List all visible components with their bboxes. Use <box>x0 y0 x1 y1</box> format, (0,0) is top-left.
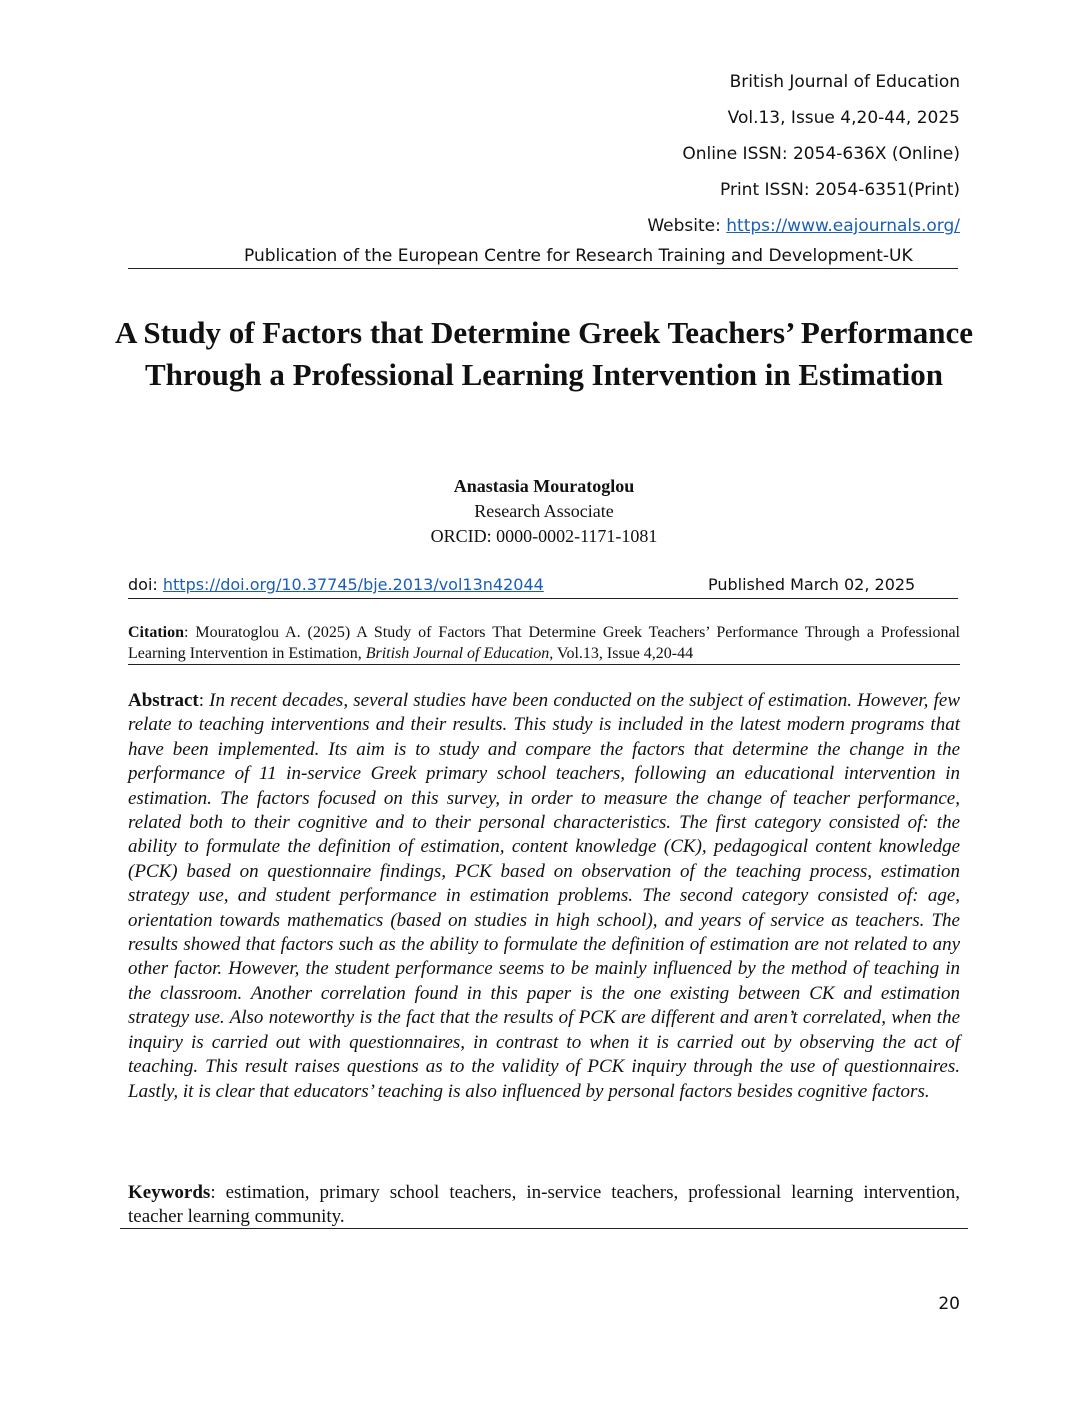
keywords-text: : estimation, primary school teachers, in-service teachers, professional learning intervention, teacher learning community. <box>128 1182 960 1227</box>
page-number: 20 <box>938 1294 960 1314</box>
doi-label-group <box>128 572 544 598</box>
citation-journal: British Journal of Education <box>365 645 550 662</box>
doi-row <box>128 572 958 599</box>
print-issn: Print ISSN: 2054-6351(Print) <box>720 180 960 200</box>
citation-label: Citation <box>128 624 184 641</box>
abstract-label: Abstract <box>128 690 199 711</box>
website-label: Website: <box>647 216 727 236</box>
website-link[interactable]: https://www.eajournals.org/ <box>726 216 960 236</box>
journal-volume: Vol.13, Issue 4,20-44, 2025 <box>727 108 960 128</box>
author-role: Research Associate <box>474 501 614 521</box>
abstract-separator: : <box>198 690 210 711</box>
doi-link[interactable]: https://doi.org/10.37745/bje.2013/vol13n42044 <box>162 575 544 594</box>
author-block <box>0 474 1088 549</box>
article-title: A Study of Factors that Determine Greek Teachers’ Performance Through a Professional Learning Intervention in Estimation <box>114 315 974 392</box>
citation-block <box>128 622 960 665</box>
keywords-block <box>128 1181 960 1229</box>
journal-name: British Journal of Education <box>729 72 960 92</box>
website-line <box>647 208 960 244</box>
online-issn: Online ISSN: 2054-636X (Online) <box>682 144 960 164</box>
citation-text-1: : Mouratoglou A. (2025) A Study of Factors That Determine Greek Teachers’ Performance Through a Professional Learning Intervention in Estimation, <box>128 624 960 662</box>
abstract-block <box>128 689 960 1104</box>
keywords-rule <box>120 1228 968 1229</box>
publication-line: Publication of the European Centre for Research Training and Development-UK <box>128 244 958 269</box>
journal-header <box>647 64 960 244</box>
published-date: Published March 02, 2025 <box>708 575 916 594</box>
author-name: Anastasia Mouratoglou <box>453 476 635 496</box>
doi-separator: : <box>152 575 163 594</box>
author-orcid: ORCID: 0000-0002-1171-1081 <box>430 526 658 546</box>
abstract-text: In recent decades, several studies have been conducted on the subject of estimation. However, few relate to teaching interventions and their results. This study is included in the latest modern programs that have been implemented. Its aim is to study and compare the factors that determine the change in the performance of 11 in-service Greek primary school teachers, following an educational intervention in estimation. The factors focused on this survey, in order to measure the change of teacher performance, related both to their cognitive and to their personal characteristics. The first category consisted of: the ability to formulate the definition of estimation, content knowledge (CK), pedagogical content knowledge (PCK) based on questionnaire findings, PCK based on observation of the teaching process, estimation strategy use, and student performance in estimation problems. The second category consisted of: age, orientation towards mathematics (based on studies in high school), and years of service as teachers. The results showed that factors such as the ability to formulate the definition of estimation are not related to any other factor. However, the student performance seems to be mainly influenced by the method of teaching in the classroom. Another correlation found in this paper is the one existing between CK and estimation strategy use. Also noteworthy is the fact that the results of PCK are different and aren’t correlated, when the inquiry is carried out with questionnaires, in contrast to when it is carried out by observing the act of teaching. This result raises questions as to the validity of PCK inquiry through the use of questionnaires. Lastly, it is clear that educators’ teaching is also influenced by personal factors besides cognitive factors. <box>128 690 960 1102</box>
doi-label: doi <box>128 575 153 594</box>
citation-text-2: , Vol.13, Issue 4,20-44 <box>549 645 694 662</box>
keywords-label: Keywords <box>128 1182 211 1203</box>
